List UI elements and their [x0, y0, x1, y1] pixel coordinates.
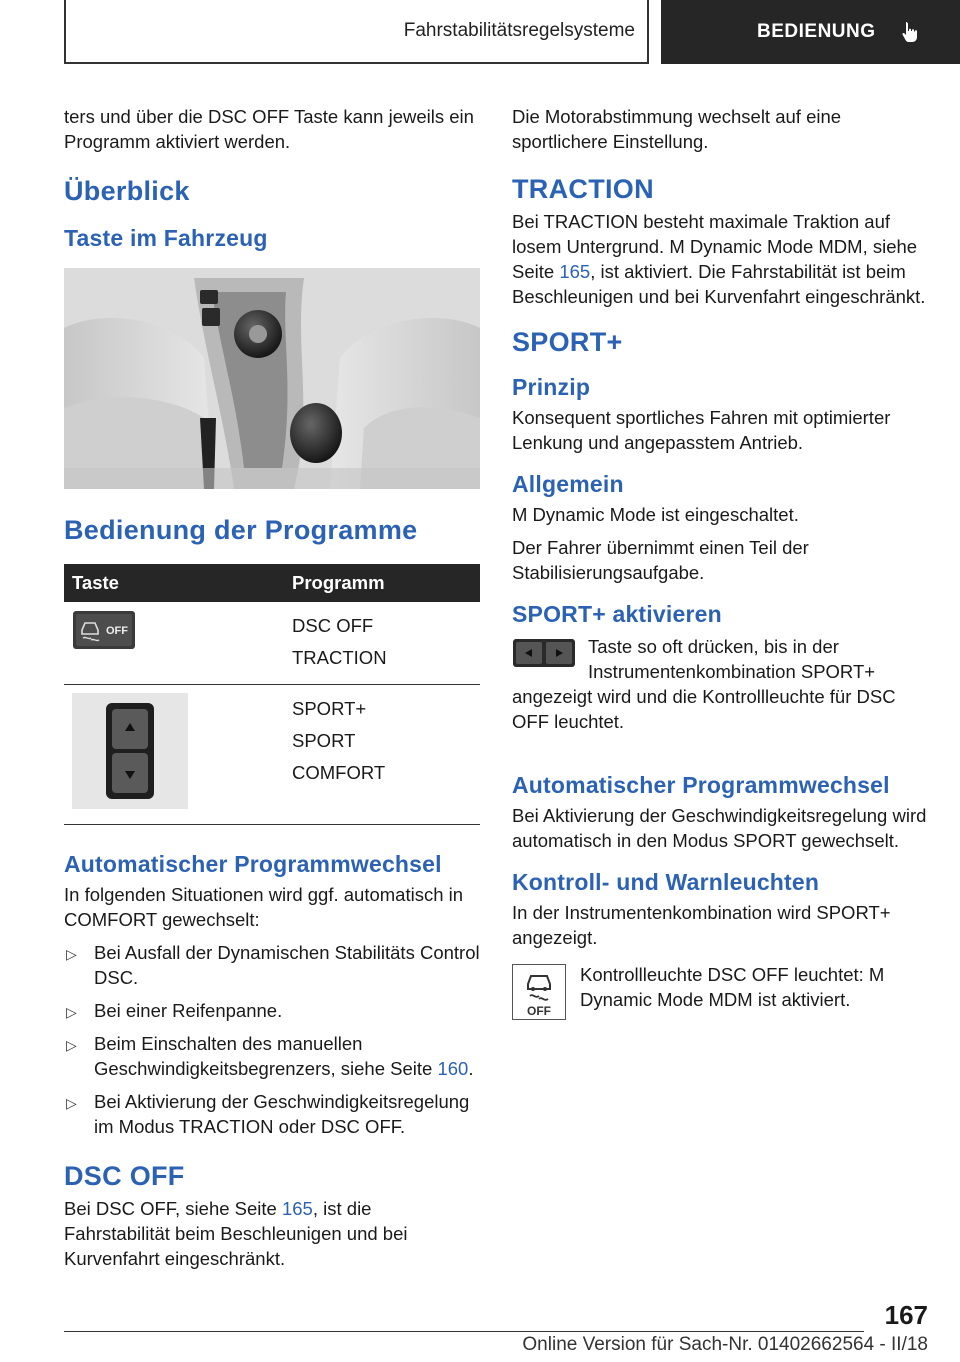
- table-row: [64, 685, 480, 825]
- heading-indicator-lights: Kontroll- und Warnleuchten: [512, 869, 820, 895]
- heading-sport-plus: SPORT+: [512, 327, 623, 357]
- auto-switch-right-text: Bei Aktivierung der Geschwindigkeitsregelung wird automatisch in den Modus SPORT gewechselt.: [512, 805, 927, 851]
- heading-general: Allgemein: [512, 471, 624, 497]
- svg-text:OFF: OFF: [106, 625, 128, 637]
- list-item: ▷ Beim Einschalten des manuellen Geschwindigkeitsbegrenzers, siehe Seite 160.: [66, 1033, 474, 1079]
- general-text-1: M Dynamic Mode ist eingeschaltet.: [512, 504, 799, 525]
- activate-text: Taste so oft drücken, bis in der Instrumentenkombination SPORT+ angezeigt wird und die Kontrollleuchte für DSC OFF leuchtet.: [512, 636, 896, 732]
- dsc-off-button-icon: [72, 610, 136, 650]
- program-comfort: COMFORT: [292, 762, 386, 783]
- program-sport: SPORT: [292, 730, 356, 751]
- left-column: [64, 104, 480, 1279]
- table-header-key: Taste: [64, 564, 284, 602]
- indicator-lights-text: In der Instrumentenkombination wird SPORT+ angezeigt.: [512, 902, 891, 948]
- intro-text: ters und über die DSC OFF Taste kann jeweils ein Programm aktiviert werden.: [64, 106, 474, 152]
- indicator-off-label: OFF: [527, 1004, 551, 1018]
- heading-overview: Überblick: [64, 176, 190, 206]
- heading-program-operation: Bedienung der Programme: [64, 515, 418, 545]
- lamp-paragraph: [512, 962, 932, 1018]
- center-console-photo: [64, 268, 480, 489]
- dsc-off-indicator-icon: [512, 964, 566, 1020]
- header-section-tab: [64, 0, 649, 64]
- driving-experience-switch-icon: [72, 693, 188, 809]
- activate-paragraph: [512, 634, 932, 734]
- page-link-160[interactable]: 160: [437, 1058, 469, 1079]
- table-row: [64, 602, 480, 685]
- list-item: ▷ Bei Aktivierung der Geschwindigkeitsregelung im Modus TRACTION oder DSC OFF.: [66, 1091, 470, 1137]
- page-number: 167: [884, 1300, 928, 1330]
- auto-switch-intro: In folgenden Situationen wird ggf. automatisch in COMFORT gewechselt:: [64, 884, 464, 930]
- header-chapter-title: BEDIENUNG: [757, 21, 876, 42]
- heading-principle: Prinzip: [512, 374, 591, 400]
- traction-text: Bei TRACTION besteht maximale Traktion auf losem Untergrund. M Dynamic Mode MDM, siehe Seite 165, ist aktiviert. Die Fahrstabilität ist beim Beschleunigen und bei Kurvenfahrt eingeschränkt.: [512, 211, 926, 307]
- list-item: ▷ Bei einer Reifenpanne.: [64, 998, 480, 1023]
- right-column: [512, 104, 932, 1024]
- pointing-hand-icon: [898, 20, 922, 44]
- triangle-bullet-icon: ▷: [66, 1004, 77, 1020]
- footer-online-version: Online Version für Sach-Nr. 01402662564 - II/18: [522, 1334, 928, 1355]
- heading-sport-plus-activate: SPORT+ aktivieren: [512, 601, 722, 627]
- triangle-bullet-icon: ▷: [66, 946, 77, 962]
- footer-divider: [64, 1331, 864, 1332]
- program-table: [64, 564, 480, 825]
- dsc-off-text: Bei DSC OFF, siehe Seite 165, ist die Fahrstabilität beim Beschleunigen und bei Kurvenfahrt eingeschränkt.: [64, 1198, 408, 1269]
- triangle-bullet-icon: ▷: [66, 1037, 77, 1053]
- heading-traction: TRACTION: [512, 174, 654, 204]
- lamp-text: Kontrollleuchte DSC OFF leuchtet: M Dynamic Mode MDM ist aktiviert.: [580, 964, 885, 1010]
- principle-text: Konsequent sportliches Fahren mit optimierter Lenkung und angepasstem Antrieb.: [512, 407, 891, 453]
- header-chapter-tab: [661, 0, 960, 64]
- heading-auto-switch-right: Automatischer Programmwechsel: [512, 772, 890, 798]
- table-header-program: Programm: [284, 564, 480, 602]
- page-link-165[interactable]: 165: [559, 261, 591, 282]
- program-sport-plus: SPORT+: [292, 698, 367, 719]
- engine-tuning-text: Die Motorabstimmung wechselt auf eine sportlichere Einstellung.: [512, 106, 842, 152]
- auto-switch-list: [64, 940, 480, 1139]
- triangle-bullet-icon: ▷: [66, 1095, 77, 1111]
- program-traction: TRACTION: [292, 647, 387, 668]
- header-section-title: Fahrstabilitätsregelsysteme: [403, 20, 635, 41]
- heading-button-in-vehicle: Taste im Fahrzeug: [64, 225, 268, 251]
- heading-auto-switch: Automatischer Programmwechsel: [64, 851, 442, 877]
- list-item: ▷ Bei Ausfall der Dynamischen Stabilitäts Control DSC.: [66, 942, 480, 988]
- general-text-2: Der Fahrer übernimmt einen Teil der Stabilisierungsaufgabe.: [512, 537, 809, 583]
- page-link-165[interactable]: 165: [281, 1198, 313, 1219]
- program-dsc-off: DSC OFF: [292, 615, 374, 636]
- rocker-switch-icon: [512, 638, 576, 668]
- heading-dsc-off: DSC OFF: [64, 1161, 185, 1191]
